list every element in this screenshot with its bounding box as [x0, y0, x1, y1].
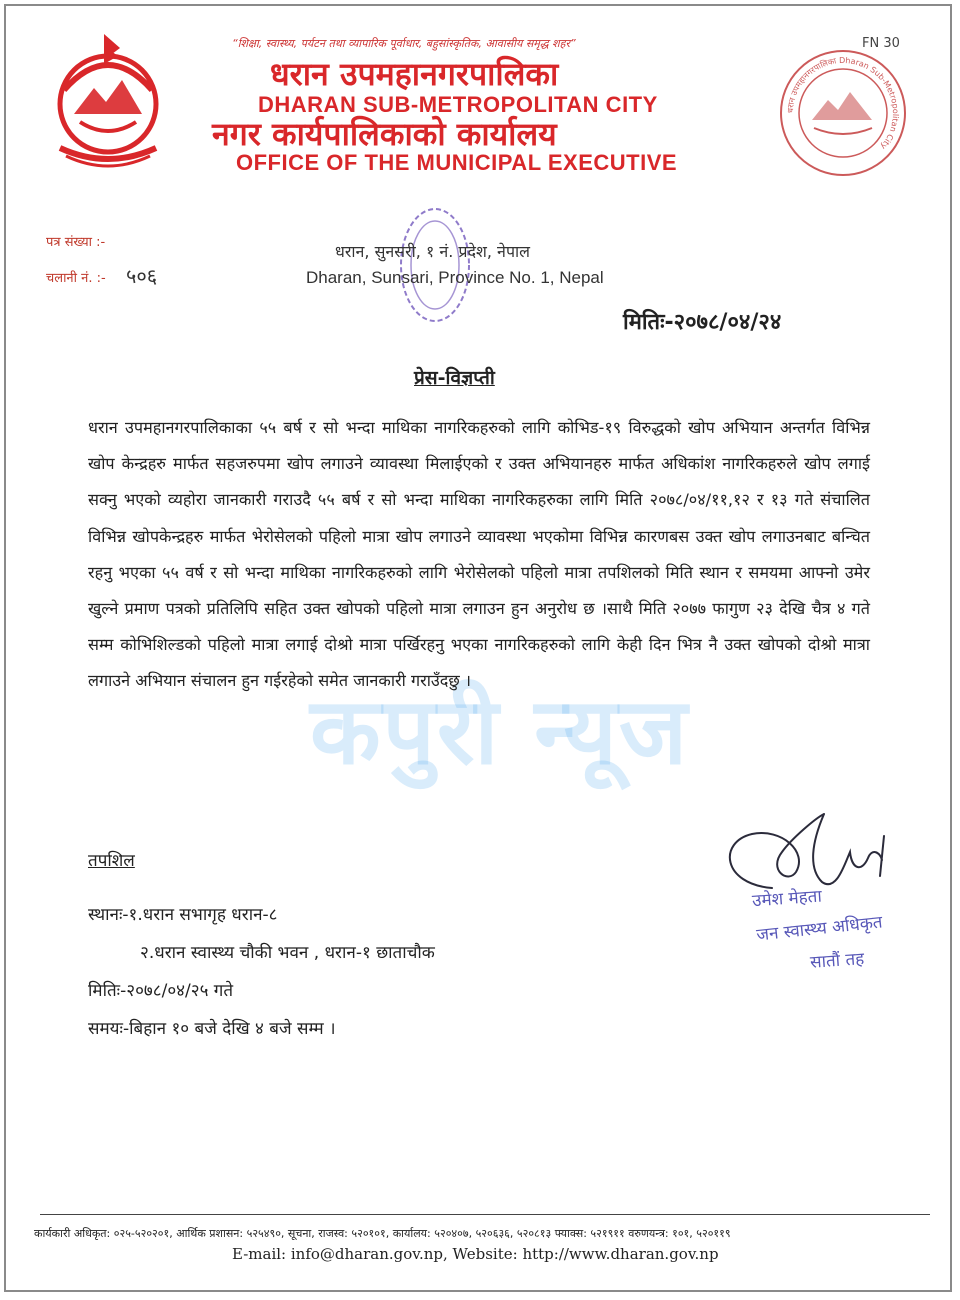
press-release-body: धरान उपमहानगरपालिकाका ५५ बर्ष र सो भन्दा माथिका नागरिकहरुको लागि कोभिड-१९ विरुद्धको खोप अभियान अन्तर्गत विभिन्न खोप केन्द्रहरु मार्फत सहजरुपमा खोप लगाउने व्यावस्था मिलाईएको र उक्त अभियानहरु मार्फत अधिकांश नागरिकहरुले खोप लगाई सक्नु भएको व्यहोरा जानकारी गराउदै ५५ बर्ष र सो भन्दा माथिका नागरिकहरुका लागि मिति २०७८/०४/११,१२ र १३ गते संचालित विभिन्न खोपकेन्द्रहरु मार्फत भेरोसेलको पहिलो मात्रा खोप लगाउने व्यावस्था भएकोमा विभिन्न कारणबस उक्त खोप लगाउनबाट बन्चित रहनु भएका ५५ वर्ष र सो भन्दा माथिका नागरिकहरुको लागि भेरोसेलको पहिलो मात्रा तपशिलको मिति स्थान र समयमा आफ्नो उमेर खुल्ने प्रमाण पत्रको प्रतिलिपि सहित उक्त खोपको पहिलो मात्रा लगाउन हुन अनुरोध छ ।साथै मिति २०७७ फागुण २३ देखि चैत्र ४ गते सम्म कोभिशिल्डको पहिलो मात्रा लगाई दोश्रो मात्रा पर्खिरहनु भएका नागरिकहरुको लागि केही दिन भित्र नै उक्त खोपको दोश्रो मात्रा लगाउने अभियान संचालन हुन गईरहेको समेत जानकारी गराउँदछु । — [88, 418, 870, 691]
vaccination-date-line: मितिः-२०७८/०४/२५ गते — [88, 981, 234, 1001]
venue-line-2: २.धरान स्वास्थ्य चौकी भवन , धरान-१ छाताचौक — [140, 943, 435, 963]
details-heading: तपशिल — [88, 851, 135, 871]
address-english: Dharan, Sunsari, Province No. 1, Nepal — [306, 268, 604, 287]
signatory-grade: सातौं तह — [809, 949, 865, 973]
address-nepali: धरान, सुनसरी, १ नं. प्रदेश, नेपाल — [335, 242, 531, 261]
form-code: FN 30 — [862, 36, 900, 51]
dispatch-number-value: ५०६ — [126, 264, 158, 288]
letter-number-label: पत्र संख्या :- — [46, 235, 106, 250]
office-name-english: OFFICE OF THE MUNICIPAL EXECUTIVE — [236, 150, 678, 175]
nepal-emblem-logo — [44, 30, 172, 172]
municipal-round-seal — [778, 48, 908, 178]
letter-date: मितिः-२०७८/०४/२४ — [623, 310, 782, 335]
dispatch-number-label: चलानी नं. :- — [46, 271, 106, 286]
watermark: कपुरी न्यूज — [310, 678, 690, 785]
office-stamp — [396, 204, 474, 326]
seal-text: धरान उपमहानगरपालिका Dharan Sub-Metropolitan City — [785, 55, 901, 151]
office-name-nepali: नगर कार्यपालिकाको कार्यालय — [212, 115, 557, 153]
footer-divider — [40, 1214, 930, 1215]
venue-line-1: स्थानः-१.धरान सभागृह धरान-८ — [88, 905, 278, 925]
org-name-english: DHARAN SUB-METROPOLITAN CITY — [258, 92, 658, 117]
signatory-designation: जन स्वास्थ्य अधिकृत — [755, 912, 884, 946]
footer-contacts: कार्यकारी अधिकृत: ०२५-५२०२०१, आर्थिक प्रशासन: ५२५४९०, सूचना, राजस्व: ५२०१०१, कार्यालय: ५२०४०७, ५२०६३६, ५२०८१३ फ्याक्स: ५२१९११ वरुणयन्त्र: १०१, ५२०११९ — [34, 1227, 731, 1240]
org-name-nepali: धरान उपमहानगरपालिका — [270, 55, 559, 93]
municipal-slogan: “शिक्षा, स्वास्थ्य, पर्यटन तथा व्यापारिक पूर्वाधार, बहुसांस्कृतिक, आवासीय समृद्ध शहर” — [232, 37, 576, 50]
document-title: प्रेस-विज्ञप्ती — [414, 367, 495, 389]
vaccination-time-line: समयः-बिहान १० बजे देखि ४ बजे सम्म । — [88, 1019, 336, 1039]
signatory-name: उमेश मेहता — [751, 886, 823, 912]
footer-email-website: E-mail: info@dharan.gov.np, Website: http://www.dharan.gov.np — [232, 1245, 719, 1263]
